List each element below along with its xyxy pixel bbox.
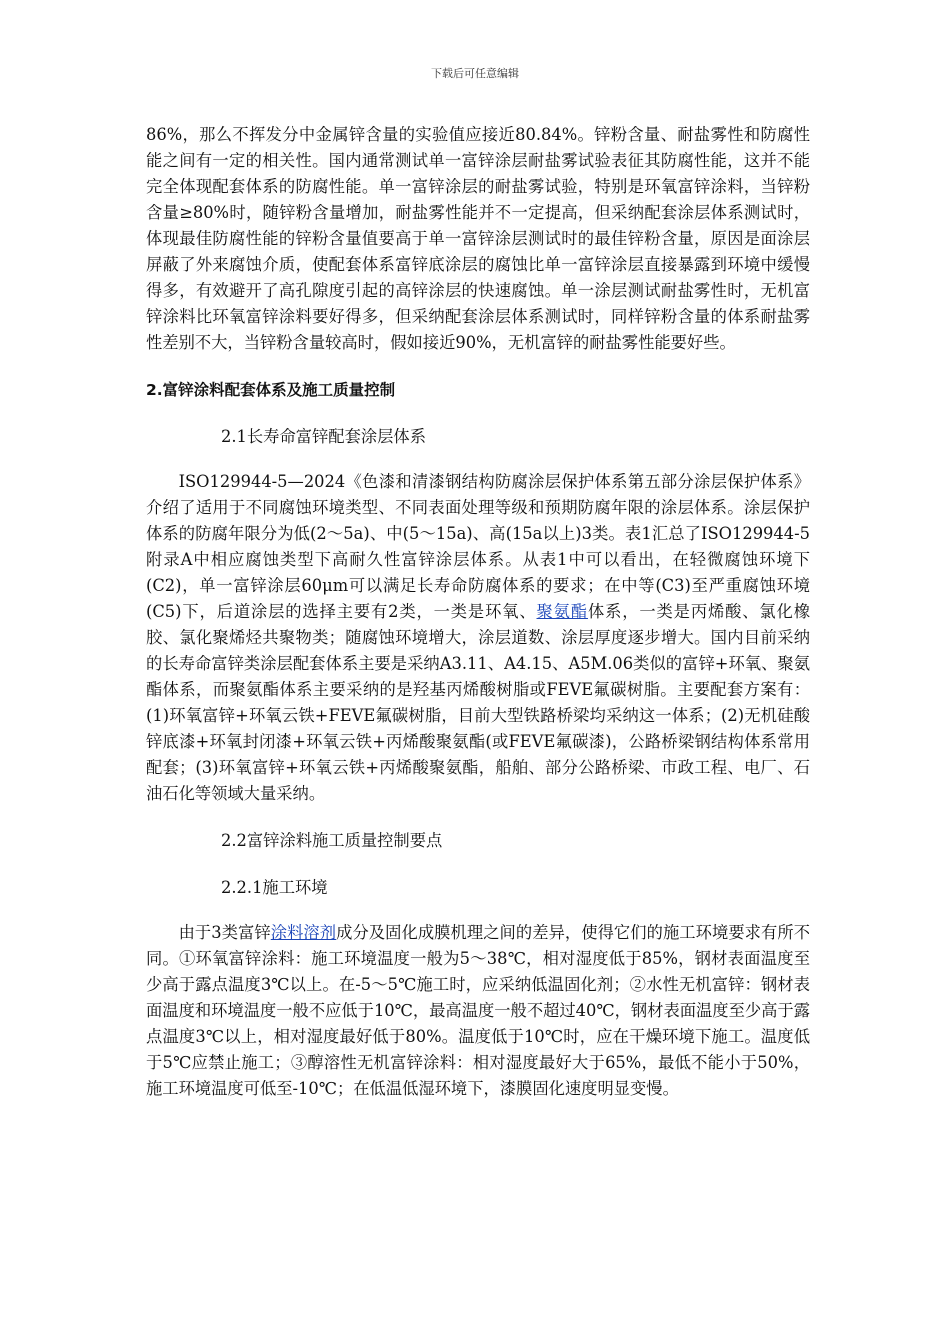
paragraph-zinc-content: 86%，那么不挥发分中金属锌含量的实验值应接近80.84%。锌粉含量、耐盐雾性和防腐性能之间有一定的相关性。国内通常测试单一富锌涂层耐盐雾试验表征其防腐性能，这并不能完全体现配套体系的防腐性能。单一富锌涂层的耐盐雾试验，特别是环氧富锌涂料，当锌粉含量≥80%时，随锌粉含量增加，耐盐雾性能并不一定提高，但采纳配套涂层体系测试时，体现最佳防腐性能的锌粉含量值要高于单一富锌涂层测试时的最佳锌粉含量，原因是面涂层屏蔽了外来腐蚀介质，使配套体系富锌底涂层的腐蚀比单一富锌涂层直接暴露到环境中缓慢得多，有效避开了高孔隙度引起的高锌涂层的快速腐蚀。单一涂层测试耐盐雾性时，无机富锌涂料比环氧富锌涂料要好得多，但采纳配套涂层体系测试时，同样锌粉含量的体系耐盐雾性差别不大，当锌粉含量较高时，假如接近90%，无机富锌的耐盐雾性能要好些。 bbox=[146, 125, 810, 352]
section-2-heading: 2.富锌涂料配套体系及施工质量控制 bbox=[146, 381, 396, 399]
page-header: 下载后可任意编辑 bbox=[431, 67, 519, 80]
section-2-1-heading: 2.1长寿命富锌配套涂层体系 bbox=[221, 427, 426, 446]
paragraph-text: 体系，一类是丙烯酸、氯化橡胶、氯化聚烯烃共聚物类；随腐蚀环境增大，涂层道数、涂层厚度逐步增大。国内目前采纳的长寿命富锌类涂层配套体系主要是采纳A3.11、A4.15、A5M.06类似的富锌+环氧、聚氨酯体系，而聚氨酯体系主要采纳的是羟基丙烯酸树脂或FEVE氟碳树脂。主要配套方案有：(1)环氧富锌+环氧云铁+FEVE氟碳树脂，目前大型铁路桥梁均采纳这一体系；(2)无机硅酸锌底漆+环氧封闭漆+环氧云铁+丙烯酸聚氨酯(或FEVE氟碳漆)，公路桥梁钢结构体系常用配套；(3)环氧富锌+环氧云铁+丙烯酸聚氨酯，船舶、部分公路桥梁、市政工程、电厂、石油石化等领域大量采纳。 bbox=[146, 602, 810, 803]
paragraph-text: ISO129944-5—2024《色漆和清漆钢结构防腐涂层保护体系第五部分涂层保护体系》介绍了适用于不同腐蚀环境类型、不同表面处理等级和预期防腐年限的涂层体系。涂层保护体系的防腐年限分为低(2～5a)、中(5～15a)、高(15a以上)3类。表1汇总了ISO129944-5附录A中相应腐蚀类型下高耐久性富锌涂层体系。从表1中可以看出，在轻微腐蚀环境下(C2)，单一富锌涂层60μm可以满足长寿命防腐体系的要求；在中等(C3)至严重腐蚀环境(C5)下，后道涂层的选择主要有2类，一类是环氧、 bbox=[146, 472, 810, 621]
section-2-2-heading: 2.2富锌涂料施工质量控制要点 bbox=[221, 831, 443, 850]
section-2-2-1-heading: 2.2.1施工环境 bbox=[221, 878, 328, 897]
polyurethane-link[interactable]: 聚氨酯 bbox=[536, 602, 588, 621]
paragraph-coating-systems bbox=[146, 469, 810, 807]
document-body bbox=[146, 122, 810, 1102]
coating-solvent-link[interactable]: 涂料溶剂 bbox=[270, 923, 337, 942]
paragraph-text: 成分及固化成膜机理之间的差异，使得它们的施工环境要求有所不同。①环氧富锌涂料：施工环境温度一般为5～38℃，相对湿度低于85%，钢材表面温度至少高于露点温度3℃以上。在-5～5℃施工时，应采纳低温固化剂；②水性无机富锌：钢材表面温度和环境温度一般不应低于10℃，最高温度一般不超过40℃，钢材表面温度至少高于露点温度3℃以上，相对湿度最好低于80%。温度低于10℃时，应在干燥环境下施工。温度低于5℃应禁止施工；③醇溶性无机富锌涂料：相对湿度最好大于65%，最低不能小于50%，施工环境温度可低至-10℃；在低温低湿环境下，漆膜固化速度明显变慢。 bbox=[146, 923, 810, 1098]
paragraph-construction-environment bbox=[146, 920, 810, 1102]
paragraph-text: 由于3类富锌 bbox=[178, 923, 271, 942]
